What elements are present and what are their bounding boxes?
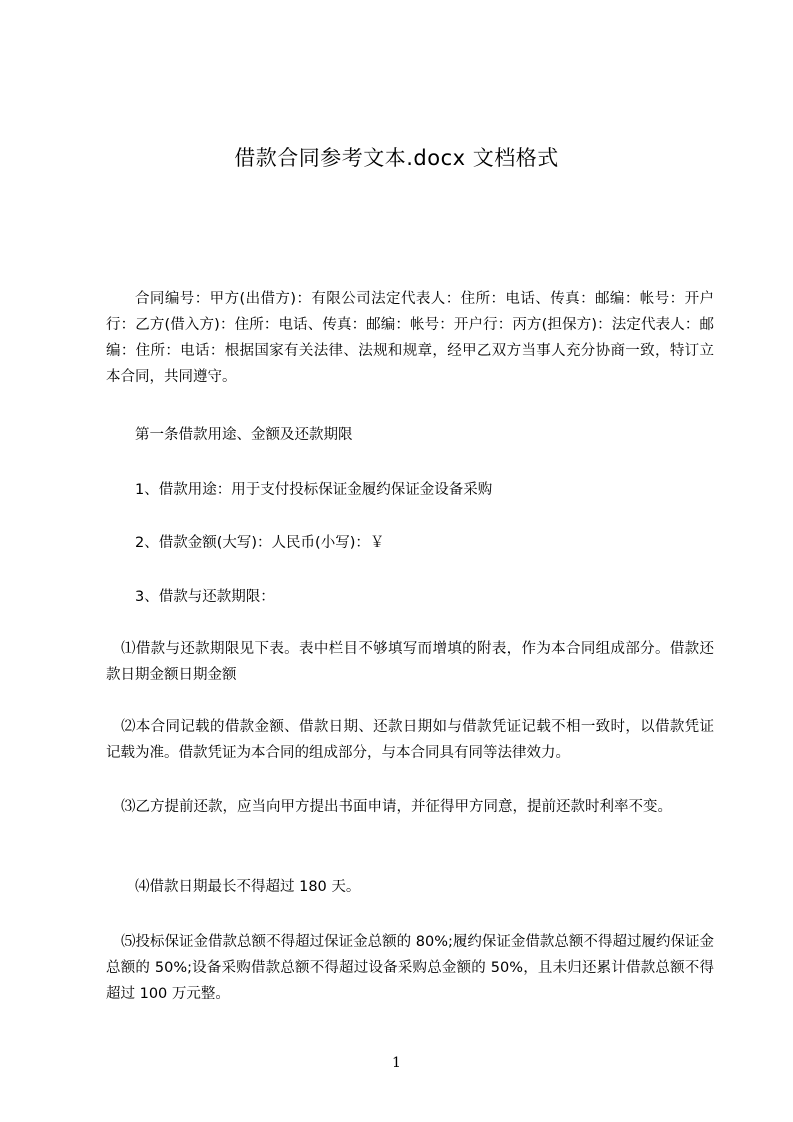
- paragraph-term-item-1: ⑴借款与还款期限见下表。表中栏目不够填写而增填的附表，作为本合同组成部分。借款还款日期金额日期金额: [106, 641, 714, 683]
- paragraph-loan-term: 3、借款与还款期限：: [135, 589, 275, 605]
- paragraph-term-item-4: ⑷借款日期最长不得超过 180 天。: [135, 879, 361, 895]
- paragraph-loan-purpose: 1、借款用途：用于支付投标保证金履约保证金设备采购: [135, 482, 493, 498]
- paragraph-term-item-2: ⑵本合同记载的借款金额、借款日期、还款日期如与借款凭证记载不相一致时，以借款凭证记载为准。借款凭证为本合同的组成部分，与本合同具有同等法律效力。: [106, 719, 714, 761]
- paragraph-term-item-3: ⑶乙方提前还款，应当向甲方提出书面申请，并征得甲方同意，提前还款时利率不变。: [121, 799, 672, 815]
- paragraph-parties: 合同编号：甲方(出借方)：有限公司法定代表人：住所：电话、传真：邮编：帐号：开户行：乙方(借入方)：住所：电话、传真：邮编：帐号：开户行：丙方(担保方)：法定代表人：邮编：住所：电话：根据国家有关法律、法规和规章，经甲乙双方当事人充分协商一致，特订立本合同，共同遵守。: [106, 291, 714, 385]
- document-title: 借款合同参考文本.docx 文档格式: [234, 146, 559, 170]
- paragraph-loan-amount: 2、借款金额(大写)：人民币(小写)：￥: [135, 535, 385, 551]
- paragraph-term-item-5: ⑸投标保证金借款总额不得超过保证金总额的 80%;履约保证金借款总额不得超过履约保证金总额的 50%;设备采购借款总额不得超过设备采购总金额的 50%，且未归还累计借款总额不得超过 100 万元整。: [106, 934, 714, 1002]
- paragraph-article-one-heading: 第一条借款用途、金额及还款期限: [135, 427, 353, 443]
- page-number: 1: [392, 1055, 401, 1071]
